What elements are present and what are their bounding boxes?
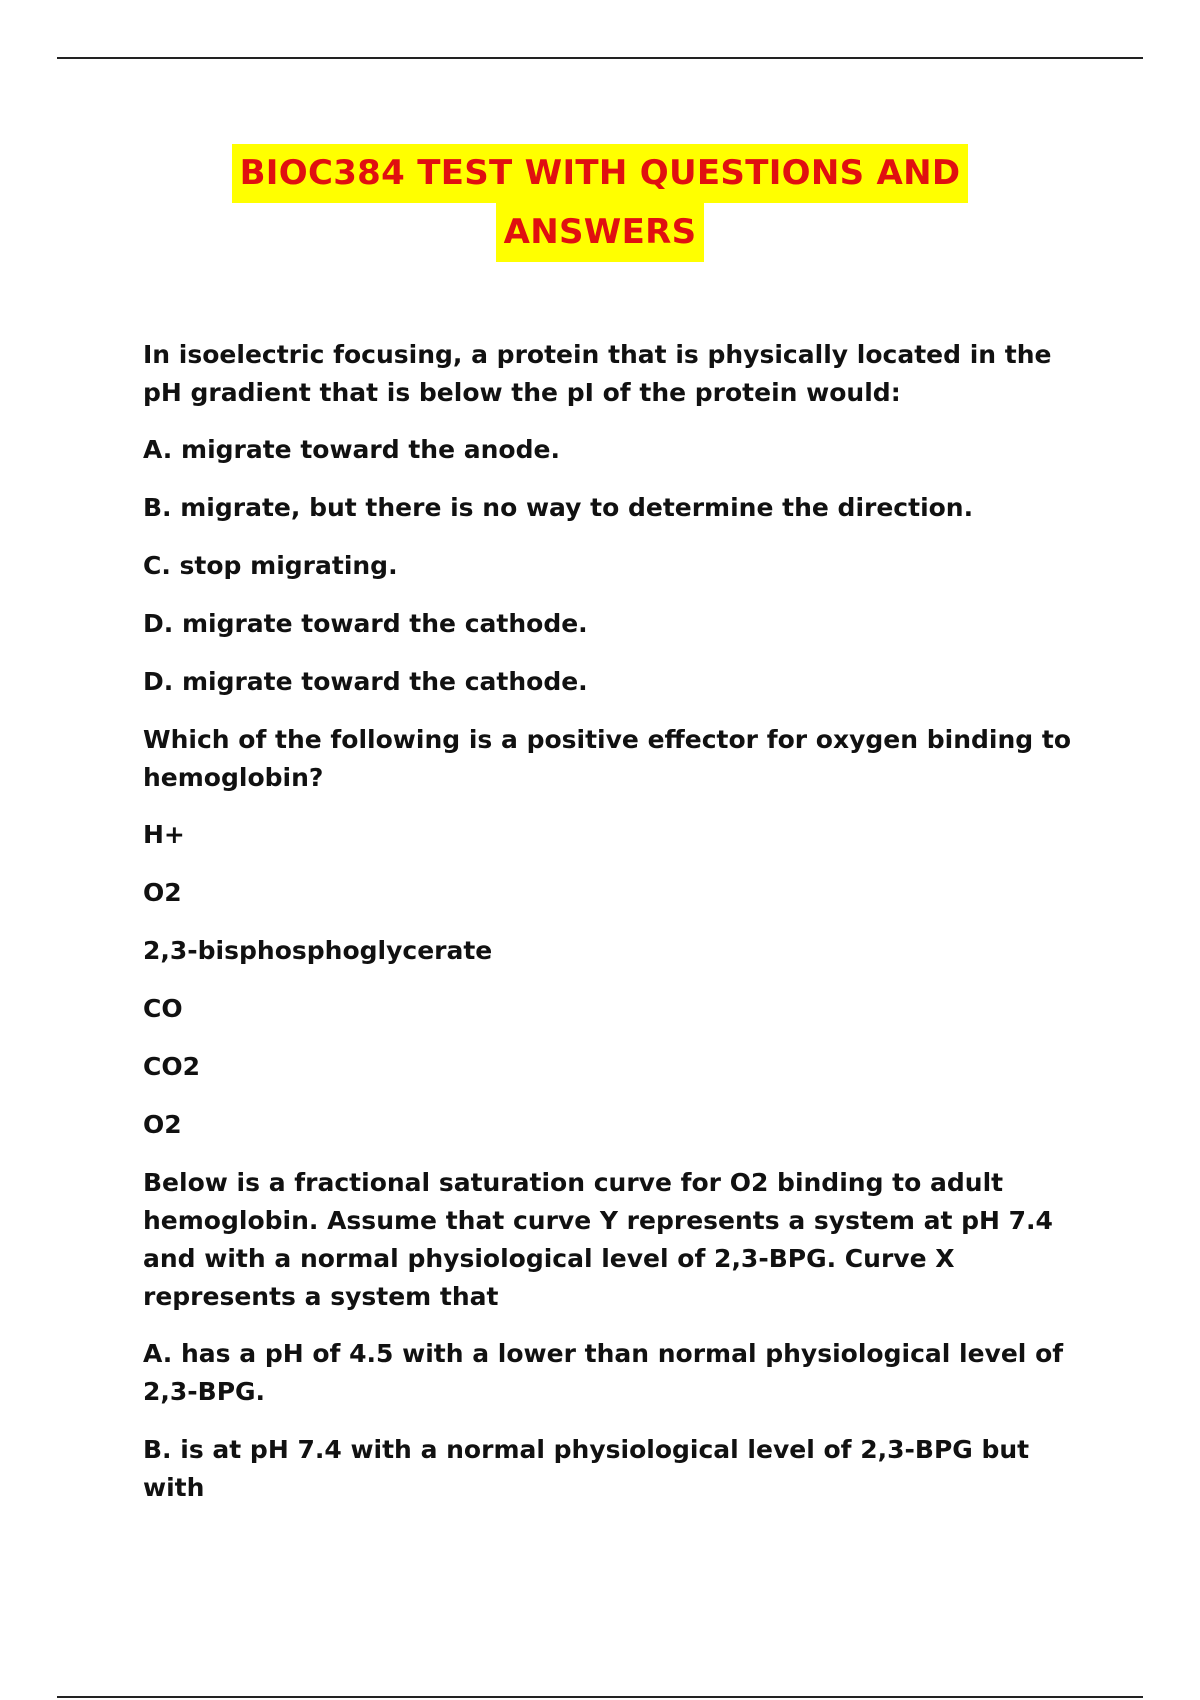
- question-1-option-c: C. stop migrating.: [143, 551, 398, 580]
- question-1-answer: D. migrate toward the cathode.: [143, 667, 588, 696]
- question-2-option-4: CO: [143, 994, 183, 1023]
- question-2-option-1: H+: [143, 820, 185, 849]
- question-1-option-d: D. migrate toward the cathode.: [143, 609, 588, 638]
- question-2-answer: O2: [143, 1110, 182, 1139]
- question-2-option-2: O2: [143, 878, 182, 907]
- document-body: [143, 336, 1093, 1527]
- bottom-rule: [57, 1696, 1143, 1698]
- document-title: [0, 144, 1200, 262]
- question-3-option-a: A. has a pH of 4.5 with a lower than normal physiological level of 2,3-BPG.: [143, 1339, 1064, 1406]
- question-1-option-a: A. migrate toward the anode.: [143, 435, 560, 464]
- question-2-option-3: 2,3-bisphosphoglycerate: [143, 936, 493, 965]
- title-line-1: BIOC384 TEST WITH QUESTIONS AND: [232, 144, 969, 203]
- question-3-prompt: Below is a fractional saturation curve for O2 binding to adult hemoglobin. Assume that curve Y represents a system at pH 7.4 and with a normal physiological level of 2,3-BPG. Curve X represents a system that: [143, 1168, 1053, 1311]
- question-2-option-5: CO2: [143, 1052, 200, 1081]
- title-line-2: ANSWERS: [496, 203, 705, 262]
- top-rule: [57, 57, 1143, 59]
- question-2-prompt: Which of the following is a positive effector for oxygen binding to hemoglobin?: [143, 725, 1072, 792]
- question-3-option-b: B. is at pH 7.4 with a normal physiological level of 2,3-BPG but with: [143, 1435, 1030, 1502]
- question-1-option-b: B. migrate, but there is no way to determine the direction.: [143, 493, 974, 522]
- question-1-prompt: In isoelectric focusing, a protein that is physically located in the pH gradient that is below the pI of the protein would:: [143, 340, 1052, 407]
